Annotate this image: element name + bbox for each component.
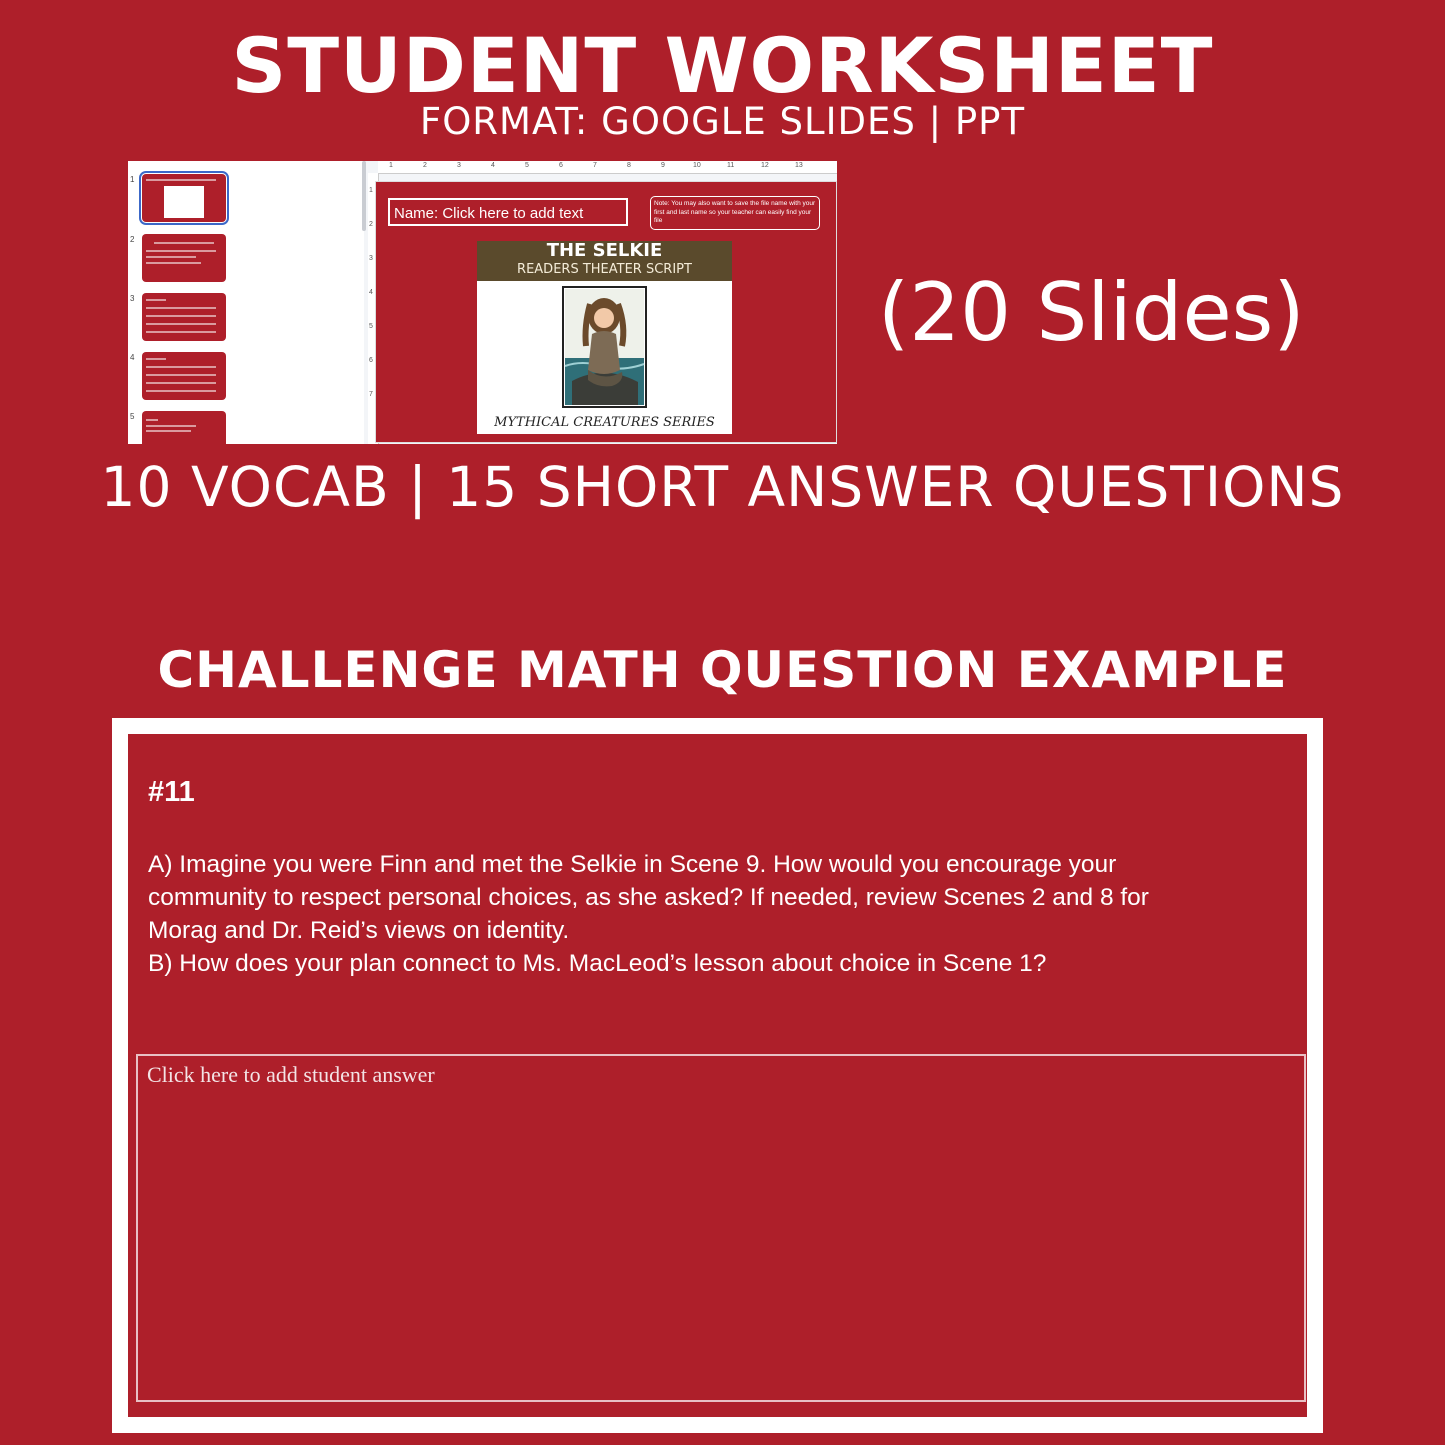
slide-thumbnail[interactable] [142, 352, 226, 400]
ruler-tick: 11 [727, 162, 735, 169]
ruler-tick: 9 [661, 162, 665, 169]
ruler-tick: 4 [491, 162, 495, 169]
thumbnail-number: 2 [130, 235, 135, 244]
ruler-tick: 1 [389, 162, 393, 169]
cover-series: MYTHICAL CREATURES SERIES [494, 415, 715, 430]
slide-thumbnail[interactable] [142, 293, 226, 341]
question-example-panel [112, 718, 1323, 1433]
ruler-tick: 2 [369, 221, 373, 228]
question-line: B) How does your plan connect to Ms. MacLeod’s lesson about choice in Scene 1? [148, 950, 1047, 977]
slide-canvas [375, 181, 837, 443]
ruler-tick: 2 [423, 162, 427, 169]
ruler-tick: 12 [761, 162, 769, 169]
student-answer-field[interactable] [136, 1054, 1306, 1402]
slide-filmstrip [128, 161, 364, 444]
ruler-tick: 7 [593, 162, 597, 169]
ruler-tick: 5 [525, 162, 529, 169]
question-slide [128, 734, 1307, 1417]
slide-thumbnail[interactable] [142, 234, 226, 282]
ruler-tick: 7 [369, 391, 373, 398]
question-line: A) Imagine you were Finn and met the Selkie in Scene 9. How would you encourage your [148, 851, 1117, 878]
save-note: Note: You may also want to save the file name with your first and last name so your teacher can easily find your file [650, 196, 820, 230]
ruler-tick: 1 [369, 187, 373, 194]
name-field[interactable]: Name: Click here to add text [388, 198, 628, 226]
ruler-tick: 10 [693, 162, 701, 169]
question-counts: 10 VOCAB | 15 SHORT ANSWER QUESTIONS [100, 455, 1345, 519]
answer-placeholder: Click here to add student answer [147, 1062, 435, 1087]
cover-title: THE SELKIE [546, 240, 663, 261]
filmstrip-scrollbar[interactable] [362, 161, 366, 231]
slides-editor-preview [128, 161, 837, 444]
ruler-tick: 8 [627, 162, 631, 169]
ruler-tick: 6 [369, 357, 373, 364]
thumbnail-number: 4 [130, 353, 135, 362]
question-text [148, 848, 1298, 980]
ruler-tick: 3 [369, 255, 373, 262]
ruler-tick: 13 [795, 162, 803, 169]
slides-count: (20 Slides) [878, 266, 1305, 359]
thumbnail-number: 3 [130, 294, 135, 303]
format-subtitle: FORMAT: GOOGLE SLIDES | PPT [419, 100, 1026, 143]
question-number: #11 [148, 776, 195, 808]
ruler-tick: 4 [369, 289, 373, 296]
ruler-tick: 6 [559, 162, 563, 169]
book-cover [477, 241, 732, 434]
question-line: Morag and Dr. Reid’s views on identity. [148, 917, 570, 944]
ruler-tick: 3 [457, 162, 461, 169]
ruler-tick: 5 [369, 323, 373, 330]
cover-subtitle: READERS THEATER SCRIPT [517, 262, 692, 277]
slide-thumbnail[interactable] [142, 174, 226, 222]
section-heading: CHALLENGE MATH QUESTION EXAMPLE [157, 641, 1288, 699]
cover-title-band [477, 241, 732, 281]
question-line: community to respect personal choices, as she asked? If needed, review Scenes 2 and 8 for [148, 884, 1149, 911]
selkie-illustration [562, 286, 647, 408]
slide-thumbnail[interactable] [142, 411, 226, 444]
thumbnail-number: 1 [130, 175, 135, 184]
thumbnail-number: 5 [130, 412, 135, 421]
page-title: STUDENT WORKSHEET [231, 21, 1214, 110]
horizontal-ruler [378, 161, 837, 174]
